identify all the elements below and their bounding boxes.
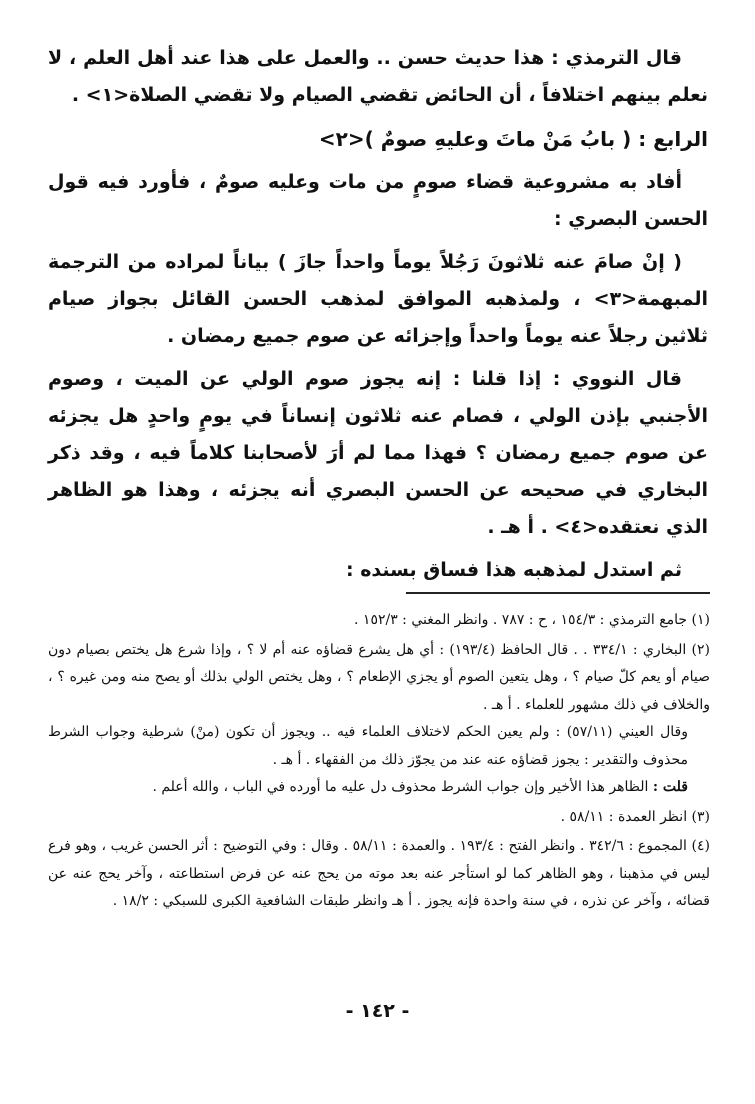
paragraph-hasan-quote: ( إنْ صامَ عنه ثلاثونَ رَجُلاً يوماً واحداً جازَ ) بياناً لمراده من الترجمة المبهمة<٣> ، ولمذهبه الموافق لمذهب الحسن القائل بجواز صيام ثلاثين رجلاً عنه يوماً واحداً وإجزائه عن صوم جميع رمضان . [48,251,708,347]
paragraph-transition: ثم استدل لمذهبه هذا فساق بسنده : [345,559,682,581]
chapter-heading: الرابع : ( بابُ مَنْ ماتَ وعليهِ صومٌ )<٢> [318,127,708,151]
footnote-divider [406,592,710,594]
footnote-2-opinion-label: قلت : [652,779,688,795]
paragraph-nawawi: قال النووي : إذا قلنا : إنه يجوز صوم الولي عن الميت ، وصوم الأجنبي بإذن الولي ، فصام عنه ثلاثون إنساناً في يومٍ واحدٍ هل يجزئه عن صوم جميع رمضان ؟ فهذا مما لم أرَ لأصحابنا كلاماً فيه ، وقد ذكر البخاري في صحيحه عن الحسن البصري أنه يجزئه ، وهذا هو الظاهر الذي نعتقده<٤> . أ هـ . [48,368,708,538]
footnote-2-opinion-text: الظاهر هذا الأخير وإن جواب الشرط محذوف دل عليه ما أورده في الباب ، والله أعلم . [152,779,649,795]
paragraph-tirmidhi: قال الترمذي : هذا حديث حسن .. والعمل على هذا عند أهل العلم ، لا نعلم بينهم اختلافاً ، أن الحائض تقضي الصيام ولا تقضي الصلاة<١> . [48,47,708,106]
paragraph-intro: أفاد به مشروعية قضاء صومٍ من مات وعليه صومٌ ، فأورد فيه قول الحسن البصري : [48,171,708,230]
footnote-2-ayni: وقال العيني (٥٧/١١) : ولم يعين الحكم لاختلاف العلماء فيه .. ويجوز أن تكون (منْ) شرطية وجواب الشرط محذوف والتقدير : يجوز قضاؤه عنه عند من يجوّز ذلك من الفقهاء . أ هـ . [48,724,689,768]
footnotes [48,607,710,918]
footnote-1: (١) جامع الترمذي : ١٥٤/٣ ، ح : ٧٨٧ . وانظر المغني : ١٥٢/٣ . [354,612,710,628]
footnote-2 [48,637,710,802]
footnote-3: (٣) انظر العمدة : ٥٨/١١ . [560,808,710,825]
footnote-2-bukhari: (٢) البخاري : ٣٣٤/١ . . قال الحافظ (١٩٣/٤) : أي هل يشرع قضاؤه عنه أم لا ؟ ، وإذا شرع هل يختص بصيام دون صيام أو يعم كلّ صيام ؟ ، وهل يتعين الصوم أو يجزي الإطعام ؟ ، وهل يختص الولي بذلك أو يصح منه ومن غيره ؟ ، والخلاف في ذلك مشهور للعلماء . أ هـ . [48,641,710,713]
footnote-4: (٤) المجموع : ٣٤٢/٦ . وانظر الفتح : ١٩٣/٤ . والعمدة : ٥٨/١١ . وقال : وفي التوضيح : أثر الحسن غريب ، وهو فرع ليس في مذهبنا ، وهو الظاهر كما لو استأجر عنه بعد موته من يحج عنه عن فرض استطاعته ، وآخر يحج عنه عن قضائه ، وآخر عن نذره ، في سنة واحدة فإنه يجوز . أ هـ وانظر طبقات الشافعية الكبرى للسبكي : ١٨/٢ . [48,838,711,909]
page-number: - ١٤٢ - [345,1000,410,1022]
footnote-2-opinion [48,774,710,802]
main-text [48,40,708,595]
